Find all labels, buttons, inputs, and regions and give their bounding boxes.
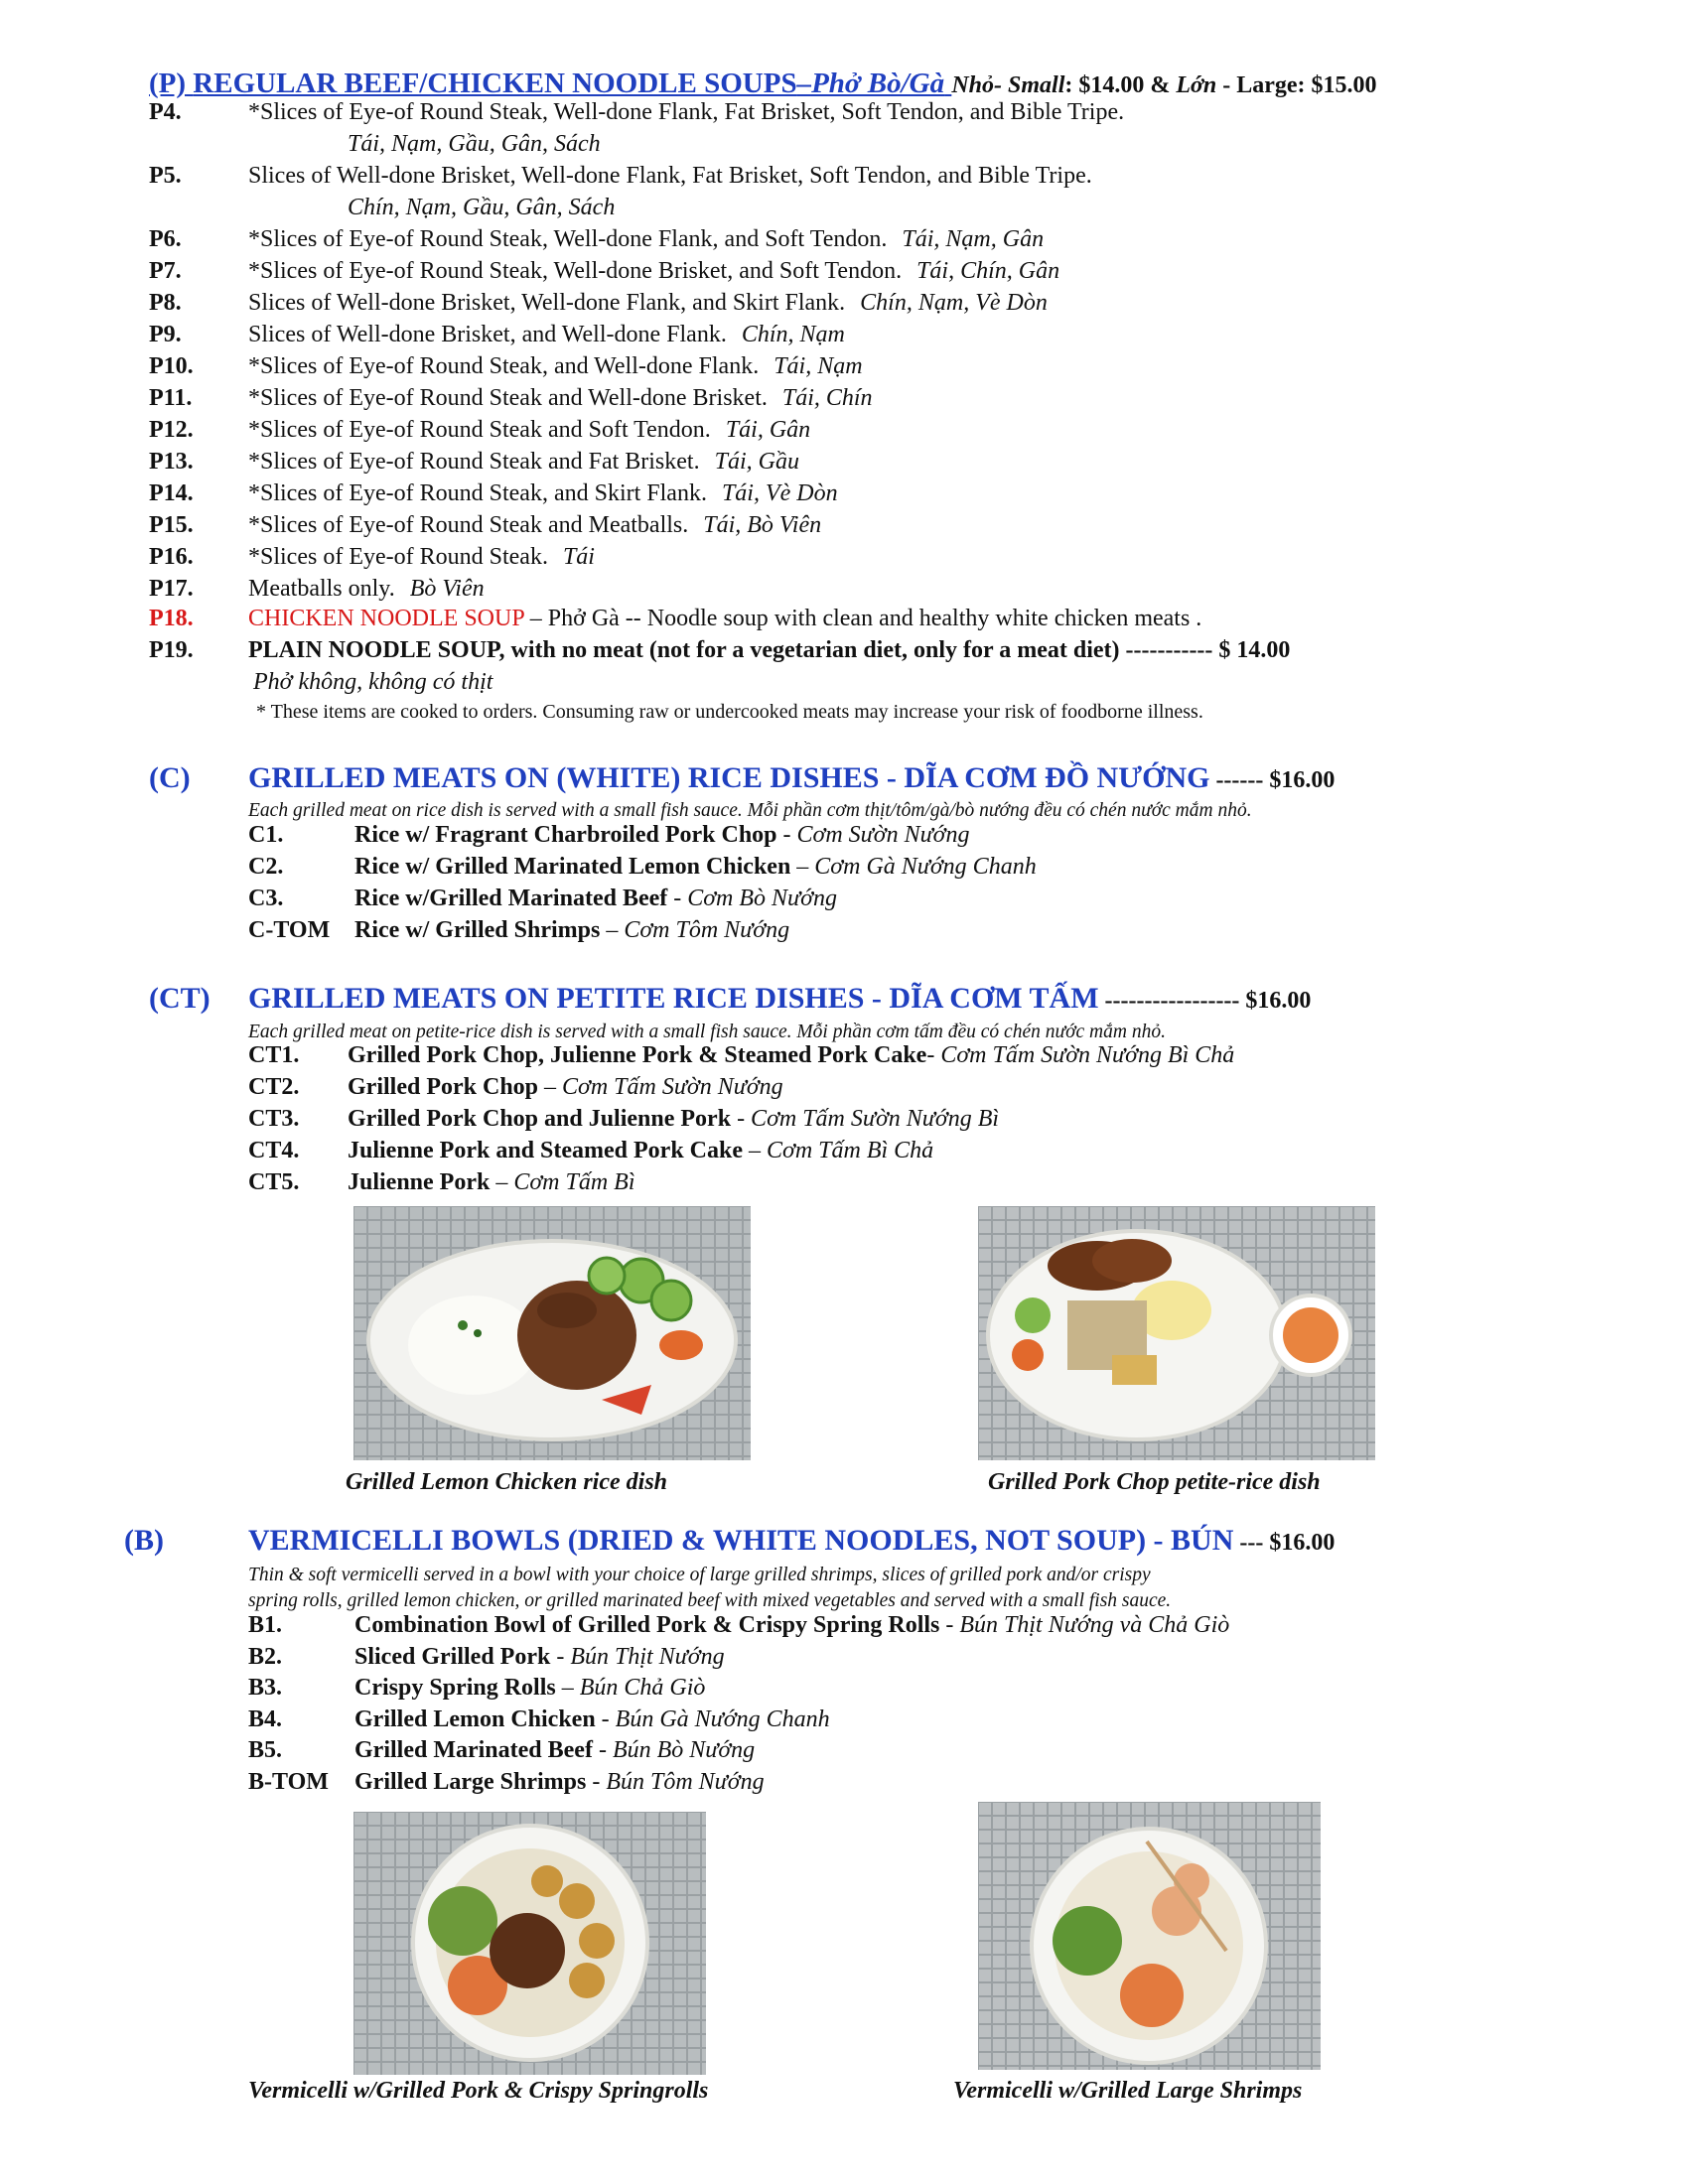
petite-menu-item: [348, 1138, 933, 1164]
menu-item-viet-name: - Bún Thịt Nướng và Chả Giò: [939, 1612, 1230, 1638]
pho-menu-item: [248, 512, 821, 539]
menu-item-viet-name: Tái: [562, 544, 595, 570]
pho-menu-item: [248, 290, 1048, 317]
menu-item-description: Meatballs only.: [248, 576, 395, 602]
pho-size-small-viet: Nhỏ: [951, 72, 995, 98]
pho-size-large-viet: Lớn: [1176, 72, 1217, 98]
menu-item-viet-name: - Bún Tôm Nướng: [586, 1768, 765, 1795]
menu-item-code: P13.: [149, 449, 194, 475]
menu-item-viet-name: Tái, Nạm: [774, 353, 863, 379]
menu-item-viet-name: – Bún Chả Giò: [555, 1675, 706, 1701]
menu-item-name: Julienne Pork: [348, 1169, 491, 1195]
menu-item-viet-name: Chín, Nạm, Vè Dòn: [860, 290, 1048, 316]
pho-price-small: : $14.00 &: [1064, 72, 1177, 98]
menu-item-name: Rice w/ Grilled Marinated Lemon Chicken: [354, 854, 791, 880]
menu-item-name: Rice w/ Fragrant Charbroiled Pork Chop: [354, 822, 777, 848]
menu-item-code: B5.: [248, 1737, 283, 1763]
rice-menu-item: [354, 854, 1037, 881]
menu-item-code: C2.: [248, 854, 284, 880]
chicken-noodle-soup-item: CHICKEN NOODLE SOUP – Phở Gà -- Noodle soup with clean and healthy white chicken meats .: [248, 606, 1202, 631]
menu-item-code: B3.: [248, 1675, 283, 1701]
menu-item-name: Grilled Marinated Beef: [354, 1737, 593, 1763]
menu-item-viet-name: Tái, Chín, Gân: [916, 258, 1060, 284]
menu-item-description: *Slices of Eye-of Round Steak and Meatballs.: [248, 512, 689, 538]
lemon-chicken-rice-caption: Grilled Lemon Chicken rice dish: [346, 1469, 667, 1495]
menu-item-viet-name: Chín, Nạm: [741, 322, 845, 347]
menu-item-description: *Slices of Eye-of Round Steak, Well-done Flank, and Soft Tendon.: [248, 226, 888, 252]
menu-item-description: Slices of Well-done Brisket, and Well-done Flank.: [248, 322, 727, 347]
bun-section-price: --- $16.00: [1233, 1530, 1336, 1556]
bun-section-title: VERMICELLI BOWLS (DRIED & WHITE NOODLES, NOT SOUP) - BÚN --- $16.00: [248, 1524, 1336, 1557]
rice-section-code: (C): [149, 761, 191, 794]
plain-noodle-soup-viet: Phở không, không có thịt: [253, 669, 493, 695]
pho-section-title[interactable]: (P) REGULAR BEEF/CHICKEN NOODLE SOUPS–Phở Bò/Gà: [149, 68, 945, 99]
pork-chop-petite-rice-photo: [978, 1206, 1375, 1460]
petite-menu-item: [348, 1074, 783, 1101]
menu-item-name: Sliced Grilled Pork: [354, 1643, 551, 1670]
pho-menu-item: [248, 449, 799, 476]
menu-item-viet-name: Tái, Bò Viên: [703, 512, 822, 538]
menu-item-viet-name: Tái, Vè Dòn: [721, 480, 838, 506]
menu-item-description: *Slices of Eye-of Round Steak and Fat Brisket.: [248, 449, 700, 475]
petite-section-title: GRILLED MEATS ON PETITE RICE DISHES - DĨA CƠM TẤM ----------------- $16.00: [248, 982, 1312, 1015]
pho-menu-item: [248, 99, 1124, 126]
bun-menu-item: [354, 1706, 830, 1733]
menu-item-description: *Slices of Eye-of Round Steak, and Well-done Flank.: [248, 353, 760, 379]
menu-item-code: P12.: [149, 417, 194, 443]
menu-item-viet-name: - Bún Bò Nướng: [592, 1737, 756, 1763]
menu-item-viet-name: – Cơm Gà Nướng Chanh: [790, 854, 1037, 880]
menu-item-code: P14.: [149, 480, 194, 506]
menu-item-name: Julienne Pork and Steamed Pork Cake: [348, 1138, 744, 1163]
menu-item-code: P19.: [149, 637, 194, 663]
menu-item-viet-name: – Cơm Tấm Sườn Nướng: [538, 1074, 783, 1100]
bun-menu-item: [354, 1644, 725, 1671]
bun-section-note-line2: spring rolls, grilled lemon chicken, or grilled marinated beef with mixed vegetables and served with a small fish sauce.: [248, 1590, 1172, 1611]
menu-item-viet-name: – Cơm Tôm Nướng: [600, 917, 790, 943]
menu-item-viet-name: - Cơm Tấm Sườn Nướng Bì: [731, 1106, 1000, 1132]
menu-item-description: *Slices of Eye-of Round Steak.: [248, 544, 548, 570]
petite-section-price: ----------------- $16.00: [1098, 988, 1312, 1014]
rice-menu-item: [354, 917, 789, 944]
menu-item-name: Grilled Pork Chop, Julienne Pork & Steamed Pork Cake: [348, 1042, 927, 1068]
menu-item-description: *Slices of Eye-of Round Steak and Well-done Brisket.: [248, 385, 768, 411]
bun-menu-item: [354, 1675, 705, 1702]
vermicelli-shrimp-caption: Vermicelli w/Grilled Large Shrimps: [953, 2078, 1303, 2104]
rice-section-note: Each grilled meat on rice dish is served with a small fish sauce. Mỗi phần cơm thịt/tôm/gà/bò nướng đều có chén nước mắm nhỏ.: [248, 800, 1252, 821]
menu-item-viet-name: – Cơm Tấm Bì Chả: [743, 1138, 934, 1163]
pho-menu-item: [248, 544, 595, 571]
menu-item-viet-name: - Bún Thịt Nướng: [550, 1643, 725, 1670]
petite-menu-item: [348, 1106, 999, 1133]
menu-item-code: B1.: [248, 1612, 283, 1638]
food-safety-warning: * These items are cooked to orders. Consuming raw or undercooked meats may increase your risk of foodborne illness.: [256, 701, 1203, 723]
menu-item-code: P15.: [149, 512, 194, 538]
pork-chop-petite-rice-caption: Grilled Pork Chop petite-rice dish: [988, 1469, 1321, 1495]
bun-menu-item: [354, 1769, 765, 1796]
menu-item-description: *Slices of Eye-of Round Steak, Well-done Brisket, and Soft Tendon.: [248, 258, 903, 284]
menu-item-code: P7.: [149, 258, 182, 284]
menu-item-name: Crispy Spring Rolls: [354, 1675, 556, 1701]
menu-item-name: Rice w/Grilled Marinated Beef: [354, 886, 668, 911]
menu-item-description: *Slices of Eye-of Round Steak, Well-done Flank, Fat Brisket, Soft Tendon, and Bible Tripe.: [248, 99, 1125, 125]
rice-section-price: ------ $16.00: [1209, 767, 1336, 793]
menu-item-code: P4.: [149, 99, 182, 125]
menu-item-code: P9.: [149, 322, 182, 347]
menu-item-code: B2.: [248, 1643, 283, 1670]
menu-item-code: P5.: [149, 163, 182, 189]
pho-header: (P) REGULAR BEEF/CHICKEN NOODLE SOUPS–Phở Bò/Gà Nhỏ- Small: $14.00 & Lớn - Large: $15.00: [149, 68, 1377, 99]
menu-item-viet-name: - Bún Gà Nướng Chanh: [595, 1706, 830, 1732]
menu-item-viet-name: Tái, Nạm, Gân: [902, 226, 1045, 252]
pho-menu-item: [248, 163, 1092, 190]
menu-item-viet-name: Tái, Chín: [781, 385, 873, 411]
rice-section-title: GRILLED MEATS ON (WHITE) RICE DISHES - DĨA CƠM ĐỒ NƯỚNG ------ $16.00: [248, 761, 1336, 794]
lemon-chicken-rice-photo: [353, 1206, 751, 1460]
menu-item-viet-name: Chín, Nạm, Gầu, Gân, Sách: [348, 195, 616, 220]
petite-menu-item: [348, 1042, 1234, 1069]
menu-item-code: P6.: [149, 226, 182, 252]
menu-item-name: Grilled Large Shrimps: [354, 1768, 587, 1795]
menu-item-code: C1.: [248, 822, 284, 848]
menu-item-description: Slices of Well-done Brisket, Well-done Flank, Fat Brisket, Soft Tendon, and Bible Tripe.: [248, 163, 1092, 189]
pho-menu-item: [248, 258, 1059, 285]
vermicelli-pork-springroll-photo: [353, 1812, 706, 2075]
plain-noodle-soup-item: PLAIN NOODLE SOUP, with no meat (not for a vegetarian diet, only for a meat diet) ----------- $ 14.00: [248, 637, 1291, 663]
menu-item-name: Combination Bowl of Grilled Pork & Crispy Spring Rolls: [354, 1612, 940, 1638]
menu-item-viet-name: – Cơm Tấm Bì: [490, 1169, 635, 1195]
petite-menu-item: [348, 1169, 635, 1196]
petite-section-note: Each grilled meat on petite-rice dish is served with a small fish sauce. Mỗi phần cơm tấm đều có chén nước mắm nhỏ.: [248, 1022, 1166, 1042]
bun-menu-item: [354, 1612, 1229, 1639]
pho-menu-item: [248, 322, 845, 348]
bun-section-code: (B): [124, 1524, 164, 1557]
vermicelli-shrimp-photo: [978, 1802, 1321, 2070]
menu-item-viet-name: Tái, Nạm, Gầu, Gân, Sách: [348, 131, 601, 157]
pho-menu-item: [248, 576, 485, 603]
menu-item-code: P18.: [149, 606, 194, 631]
menu-item-code: P16.: [149, 544, 194, 570]
menu-item-name: Rice w/ Grilled Shrimps: [354, 917, 601, 943]
pho-menu-item: [248, 385, 873, 412]
menu-item-code: CT1.: [248, 1042, 300, 1068]
menu-item-code: CT2.: [248, 1074, 300, 1100]
menu-item-name: Grilled Lemon Chicken: [354, 1706, 596, 1732]
menu-item-viet-name: - Cơm Tấm Sườn Nướng Bì Chả: [926, 1042, 1235, 1068]
menu-item-code: P8.: [149, 290, 182, 316]
pho-menu-item: [248, 480, 838, 507]
menu-item-code: CT5.: [248, 1169, 300, 1195]
menu-item-code: CT3.: [248, 1106, 300, 1132]
pho-menu-item: [248, 353, 863, 380]
pho-menu-item: [248, 417, 810, 444]
menu-item-code: C3.: [248, 886, 284, 911]
bun-section-note-line1: Thin & soft vermicelli served in a bowl with your choice of large grilled shrimps, slices of grilled pork and/or crispy: [248, 1565, 1151, 1585]
rice-menu-item: [354, 886, 837, 912]
menu-item-viet-name: Tái, Gân: [725, 417, 811, 443]
rice-menu-item: [354, 822, 969, 849]
menu-item-name: Grilled Pork Chop and Julienne Pork: [348, 1106, 732, 1132]
menu-item-code: P11.: [149, 385, 193, 411]
menu-item-viet-name: Bò Viên: [409, 576, 485, 602]
menu-item-code: P10.: [149, 353, 194, 379]
pho-price-large: - Large: $15.00: [1216, 72, 1377, 98]
menu-item-name: Grilled Pork Chop: [348, 1074, 539, 1100]
pho-menu-item: [248, 226, 1044, 253]
menu-item-code: B-TOM: [248, 1768, 329, 1795]
menu-item-code: B4.: [248, 1706, 283, 1732]
petite-section-code: (CT): [149, 982, 211, 1015]
menu-item-description: *Slices of Eye-of Round Steak, and Skirt Flank.: [248, 480, 707, 506]
menu-item-viet-name: - Cơm Sườn Nướng: [776, 822, 970, 848]
vermicelli-pork-springroll-caption: Vermicelli w/Grilled Pork & Crispy Springrolls: [248, 2078, 709, 2104]
bun-menu-item: [354, 1737, 755, 1764]
menu-item-viet-name: - Cơm Bò Nướng: [667, 886, 837, 911]
menu-item-description: *Slices of Eye-of Round Steak and Soft Tendon.: [248, 417, 711, 443]
menu-item-viet-name: Tái, Gầu: [714, 449, 799, 475]
menu-item-code: P17.: [149, 576, 194, 602]
menu-item-code: C-TOM: [248, 917, 331, 943]
menu-item-description: Slices of Well-done Brisket, Well-done Flank, and Skirt Flank.: [248, 290, 846, 316]
menu-item-code: CT4.: [248, 1138, 300, 1163]
